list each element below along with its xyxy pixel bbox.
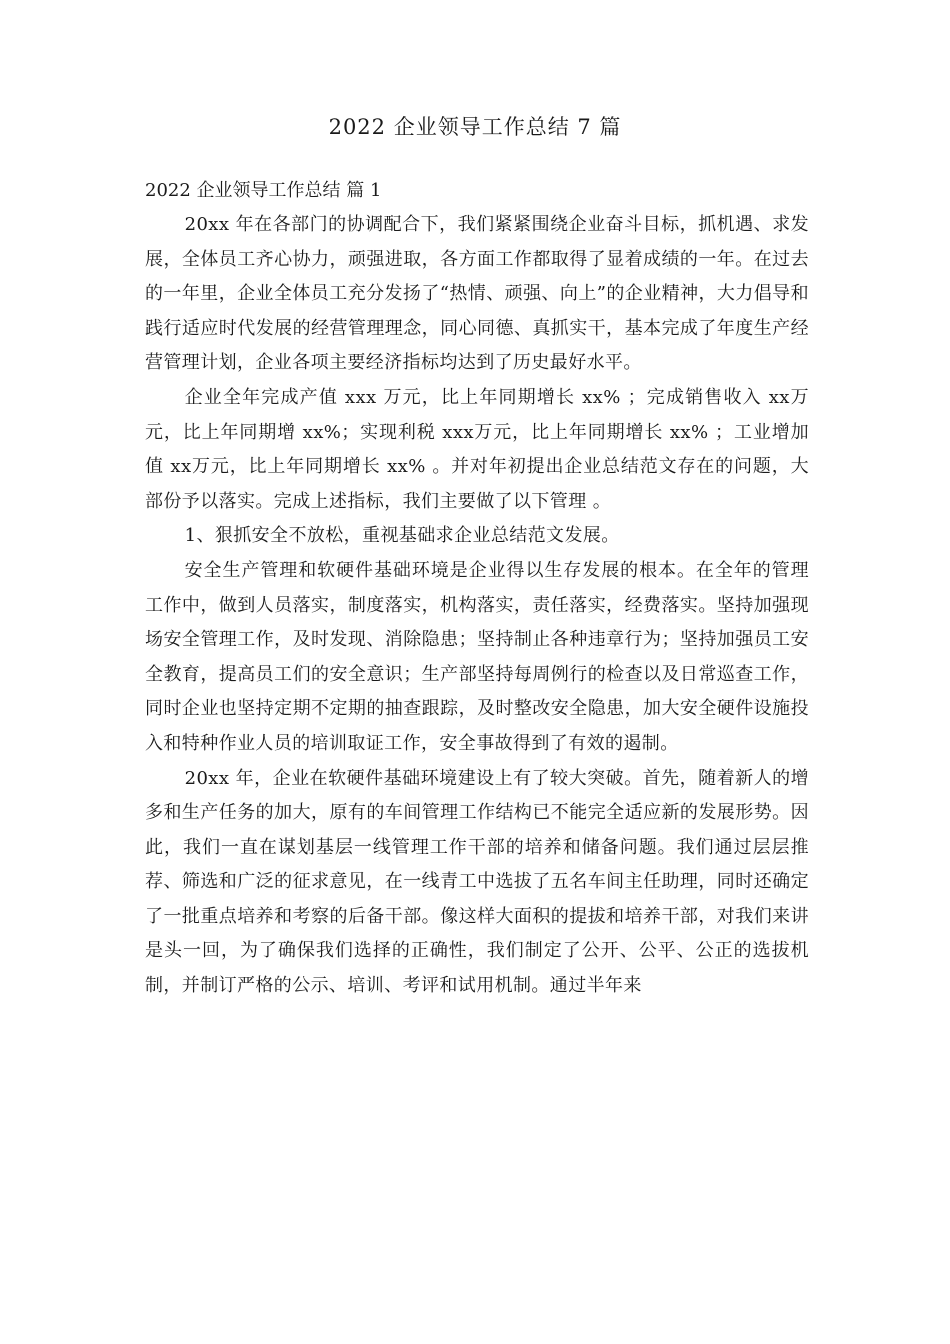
paragraph: 1、狠抓安全不放松，重视基础求企业总结范文发展。 — [184, 525, 620, 547]
paragraph: 企业全年完成产值 xxx 万元，比上年同期增长 xx% ；完成销售收入 xx万元，比上年同期增 xx%；实现利税 xxx万元，比上年同期增长 xx% ；工业增加值 xx万元，比上年同期增长 xx% 。并对年初提出企业总结范文存在的问题，大部份予以落实。完成上述指标，我们主要做了以下管理 。 — [145, 386, 809, 512]
paragraph: 20xx 年在各部门的协调配合下，我们紧紧围绕企业奋斗目标，抓机遇、求发展，全体员工齐心协力，顽强进取，各方面工作都取得了显着成绩的一年。在过去的一年里，企业全体员工充分发扬了“热情、顽强、向上”的企业精神，大力倡导和践行适应时代发展的经营管理理念，同心同德、真抓实干，基本完成了年度生产经营管理计划，企业各项主要经济指标均达到了历史最好水平。 — [145, 214, 809, 374]
section-title: 2022 企业领导工作总结 篇 1 — [145, 180, 382, 201]
document-title: 2022 企业领导工作总结 7 篇 — [328, 115, 622, 139]
paragraph: 20xx 年，企业在软硬件基础环境建设上有了较大突破。首先，随着新人的增多和生产任务的加大，原有的车间管理工作结构已不能完全适应新的发展形势。因此，我们一直在谋划基层一线管理工作干部的培养和储备问题。我们通过层层推荐、筛选和广泛的征求意见，在一线青工中选拔了五名车间主任助理，同时还确定了一批重点培养和考察的后备干部。像这样大面积的提拔和培养干部，对我们来讲是头一回，为了确保我们选择的正确性，我们制定了公开、公平、公正的选拔机制，并制订严格的公示、培训、考评和试用机制。通过半年来 — [145, 767, 809, 997]
paragraph: 安全生产管理和软硬件基础环境是企业得以生存发展的根本。在全年的管理工作中，做到人员落实，制度落实，机构落实，责任落实，经费落实。坚持加强现场安全管理工作，及时发现、消除隐患；坚持制止各种违章行为；坚持加强员工安全教育，提高员工们的安全意识；生产部坚持每周例行的检查以及日常巡查工作，同时企业也坚持定期不定期的抽查跟踪，及时整改安全隐患，加大安全硬件设施投入和特种作业人员的培训取证工作，安全事故得到了有效的遏制。 — [145, 559, 809, 754]
document-body — [145, 208, 809, 1004]
